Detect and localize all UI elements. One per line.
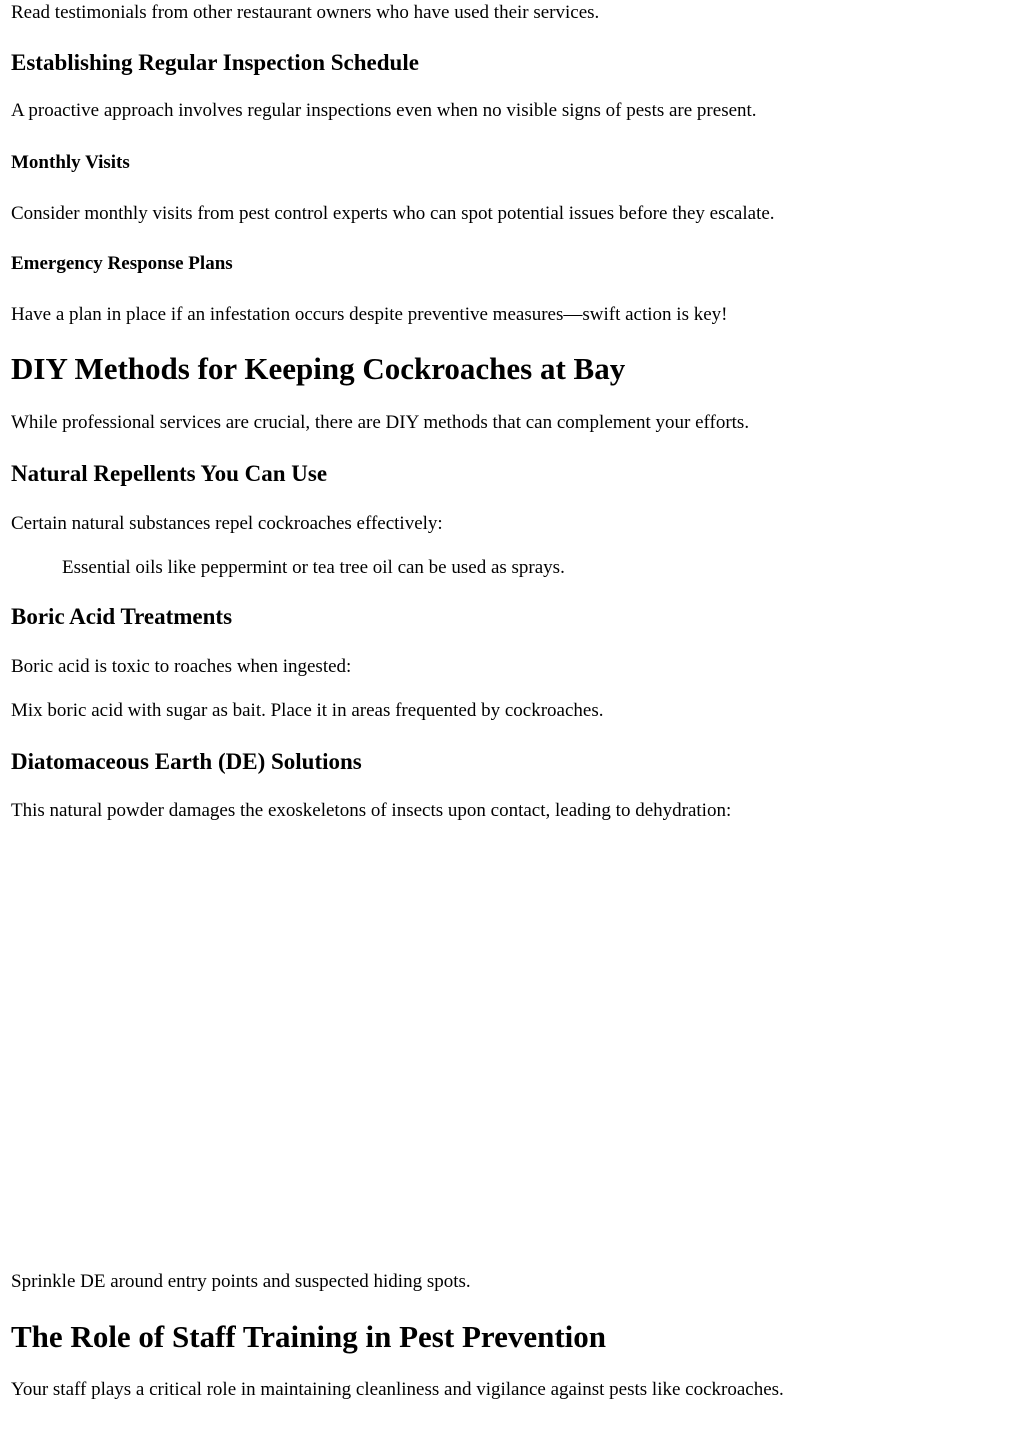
heading-monthly-visits: Monthly Visits — [11, 152, 130, 173]
paragraph-proactive: A proactive approach involves regular inspections even when no visible signs of pests are present. — [11, 100, 757, 121]
heading-inspection-schedule: Establishing Regular Inspection Schedule — [11, 50, 419, 75]
paragraph-de: This natural powder damages the exoskeletons of insects upon contact, leading to dehydration: — [11, 800, 732, 821]
paragraph-boric: Boric acid is toxic to roaches when ingested: — [11, 656, 352, 677]
list-item-essential-oils: Essential oils like peppermint or tea tree oil can be used as sprays. — [62, 557, 565, 578]
paragraph-diy: While professional services are crucial, there are DIY methods that can complement your efforts. — [11, 412, 750, 433]
paragraph-emergency: Have a plan in place if an infestation occurs despite preventive measures—swift action is key! — [11, 304, 728, 325]
heading-diatomaceous-earth: Diatomaceous Earth (DE) Solutions — [11, 749, 362, 774]
heading-natural-repellents: Natural Repellents You Can Use — [11, 461, 328, 486]
heading-boric-acid: Boric Acid Treatments — [11, 604, 233, 629]
paragraph-boric-mix: Mix boric acid with sugar as bait. Place it in areas frequented by cockroaches. — [11, 700, 604, 721]
paragraph-natural: Certain natural substances repel cockroaches effectively: — [11, 513, 443, 534]
heading-staff-training: The Role of Staff Training in Pest Prevention — [11, 1319, 607, 1354]
paragraph-monthly: Consider monthly visits from pest control experts who can spot potential issues before they escalate. — [11, 203, 775, 224]
paragraph-sprinkle: Sprinkle DE around entry points and suspected hiding spots. — [11, 1271, 471, 1292]
heading-diy-methods: DIY Methods for Keeping Cockroaches at Bay — [11, 351, 626, 386]
paragraph-testimonials: Read testimonials from other restaurant owners who have used their services. — [11, 2, 600, 23]
paragraph-staff: Your staff plays a critical role in maintaining cleanliness and vigilance against pests like cockroaches. — [11, 1379, 784, 1400]
heading-emergency-plans: Emergency Response Plans — [11, 253, 233, 274]
blank-space — [11, 840, 1011, 1260]
